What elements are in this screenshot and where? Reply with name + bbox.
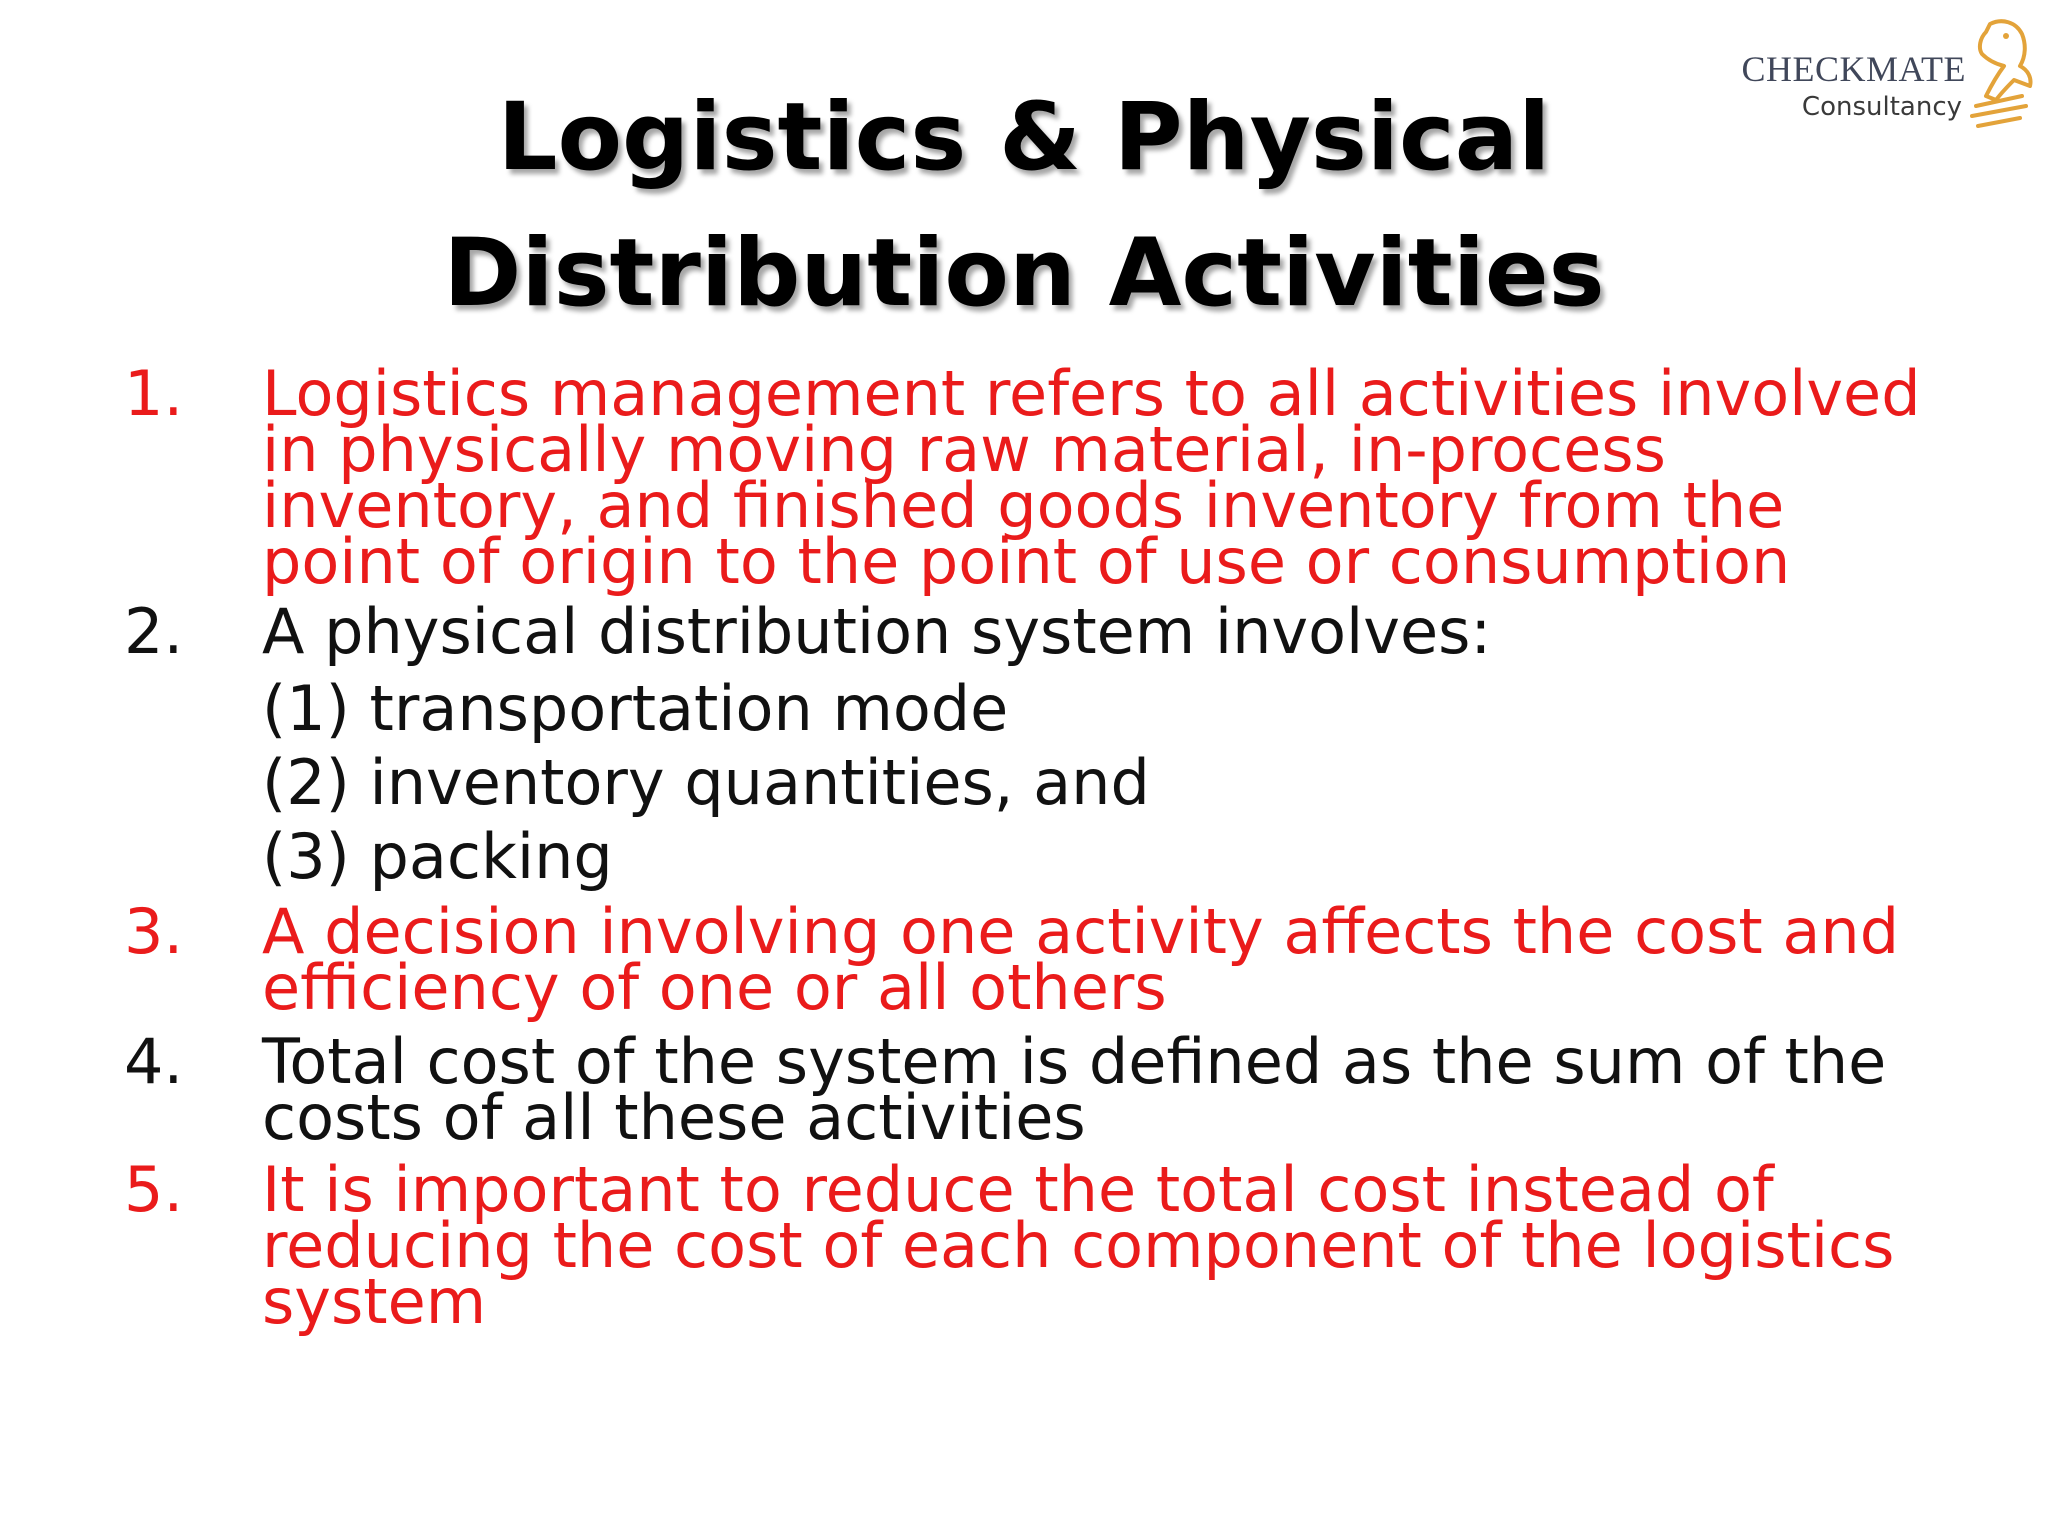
item-number: 3. bbox=[124, 895, 184, 968]
item-number: 4. bbox=[124, 1025, 184, 1098]
item-number: 5. bbox=[124, 1153, 184, 1226]
logo-subtitle: Consultancy bbox=[1801, 92, 1962, 122]
list-item-3 bbox=[124, 895, 2004, 1024]
list-item-2 bbox=[124, 595, 2004, 668]
subitem-text: (3) packing bbox=[262, 820, 613, 893]
subitem-text: (2) inventory quantities, and bbox=[262, 746, 1150, 819]
list-subitem-3 bbox=[124, 820, 2004, 894]
list-subitem-2 bbox=[124, 746, 2004, 820]
subitem-text: (1) transportation mode bbox=[262, 672, 1009, 745]
list-item-5 bbox=[124, 1153, 2004, 1338]
item-text: Logistics management refers to all activities involved in physically moving raw material, in-process inventory, and finished goods inventory from the point of origin to the point of use or consumption bbox=[262, 357, 1921, 598]
logo-name: CHECKMATE bbox=[1741, 49, 1966, 89]
item-text: It is important to reduce the total cost instead of reducing the cost of each component of the logistics system bbox=[262, 1153, 1895, 1338]
list-item-4 bbox=[124, 1025, 2004, 1154]
title-line-1: Logistics & Physical bbox=[497, 83, 1551, 192]
item-text: A decision involving one activity affects the cost and efficiency of one or all others bbox=[262, 895, 1900, 1024]
list-item-1 bbox=[124, 357, 2004, 598]
title-line-2: Distribution Activities bbox=[443, 219, 1605, 328]
item-text: A physical distribution system involves: bbox=[262, 595, 1492, 668]
list-subitem-1 bbox=[124, 672, 2004, 746]
item-number: 1. bbox=[124, 357, 184, 430]
item-text: Total cost of the system is defined as the sum of the costs of all these activities bbox=[262, 1025, 1887, 1154]
item-number: 2. bbox=[124, 595, 184, 668]
slide-title bbox=[0, 70, 2048, 342]
